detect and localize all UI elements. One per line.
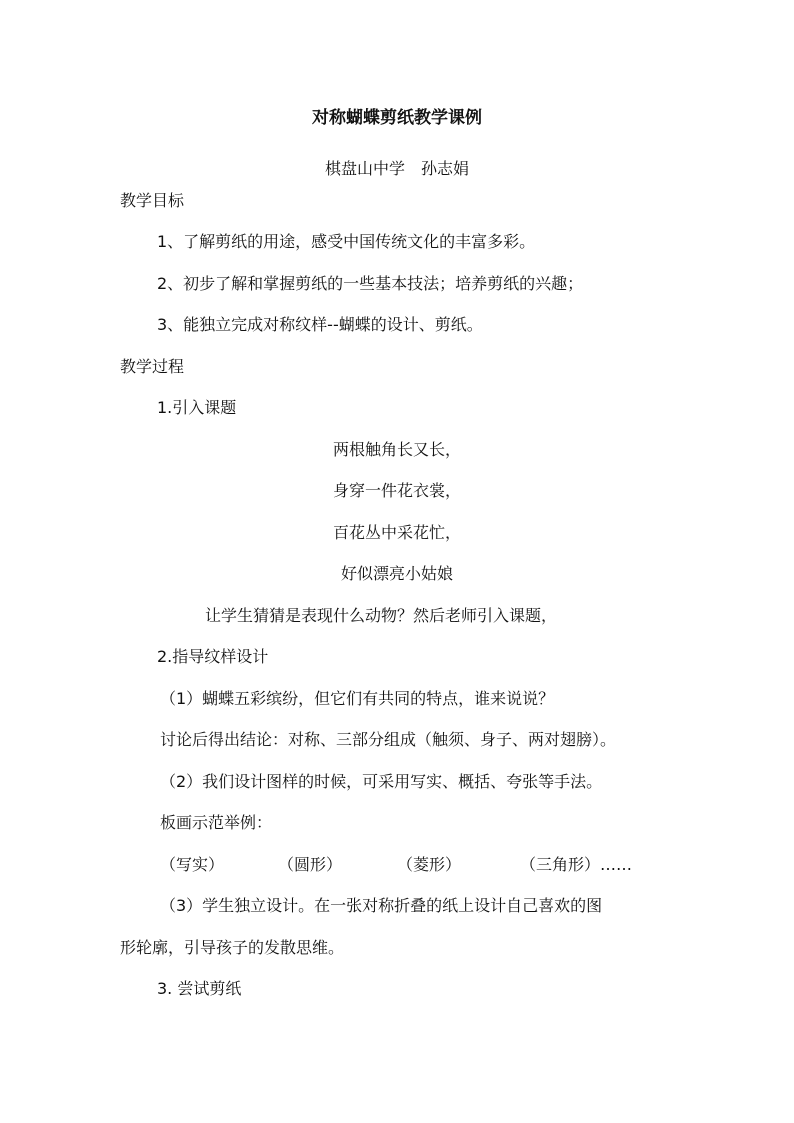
goal-item-1: 1、了解剪纸的用途，感受中国传统文化的丰富多彩。	[157, 232, 536, 251]
riddle-line-1: 两根触角长又长，	[332, 440, 461, 459]
goal-item-3: 3、能独立完成对称纹样--蝴蝶的设计、剪纸。	[157, 315, 483, 334]
step2-heading: 2.指导纹样设计	[157, 647, 269, 666]
example-realistic: （写实）	[160, 855, 225, 874]
step1-heading: 1.引入课题	[157, 398, 237, 417]
example-triangle: （三角形）……	[520, 855, 633, 874]
step2-paragraph-5-line-1: （3）学生独立设计。在一张对称折叠的纸上设计自己喜欢的图	[160, 896, 603, 915]
riddle-line-2: 身穿一件花衣裳，	[332, 481, 461, 500]
example-circle: （圆形）	[278, 855, 343, 874]
goal-item-2: 2、初步了解和掌握剪纸的一些基本技法；培养剪纸的兴趣；	[157, 274, 584, 293]
step3-heading: 3. 尝试剪纸	[157, 979, 242, 998]
riddle-line-3: 百花丛中采花忙，	[332, 523, 461, 542]
examples-row	[0, 854, 794, 876]
goals-heading: 教学目标	[120, 191, 185, 210]
step2-paragraph-5-line-2: 形轮廓，引导孩子的发散思维。	[120, 938, 345, 957]
document-title: 对称蝴蝶剪纸教学课例	[312, 108, 482, 128]
author-line: 棋盘山中学 孙志娟	[324, 159, 469, 178]
example-diamond: （菱形）	[397, 855, 462, 874]
step1-note: 让学生猜猜是表现什么动物？然后老师引入课题，	[205, 606, 558, 625]
step2-paragraph-2: 讨论后得出结论：对称、三部分组成（触须、身子、两对翅膀）。	[160, 730, 617, 749]
step2-paragraph-3: （2）我们设计图样的时候，可采用写实、概括、夸张等手法。	[160, 772, 603, 791]
riddle-line-4: 好似漂亮小姑娘	[340, 564, 453, 583]
step2-paragraph-1: （1）蝴蝶五彩缤纷，但它们有共同的特点，谁来说说？	[160, 689, 555, 708]
process-heading: 教学过程	[120, 357, 185, 376]
step2-paragraph-4: 板画示范举例：	[160, 813, 273, 832]
